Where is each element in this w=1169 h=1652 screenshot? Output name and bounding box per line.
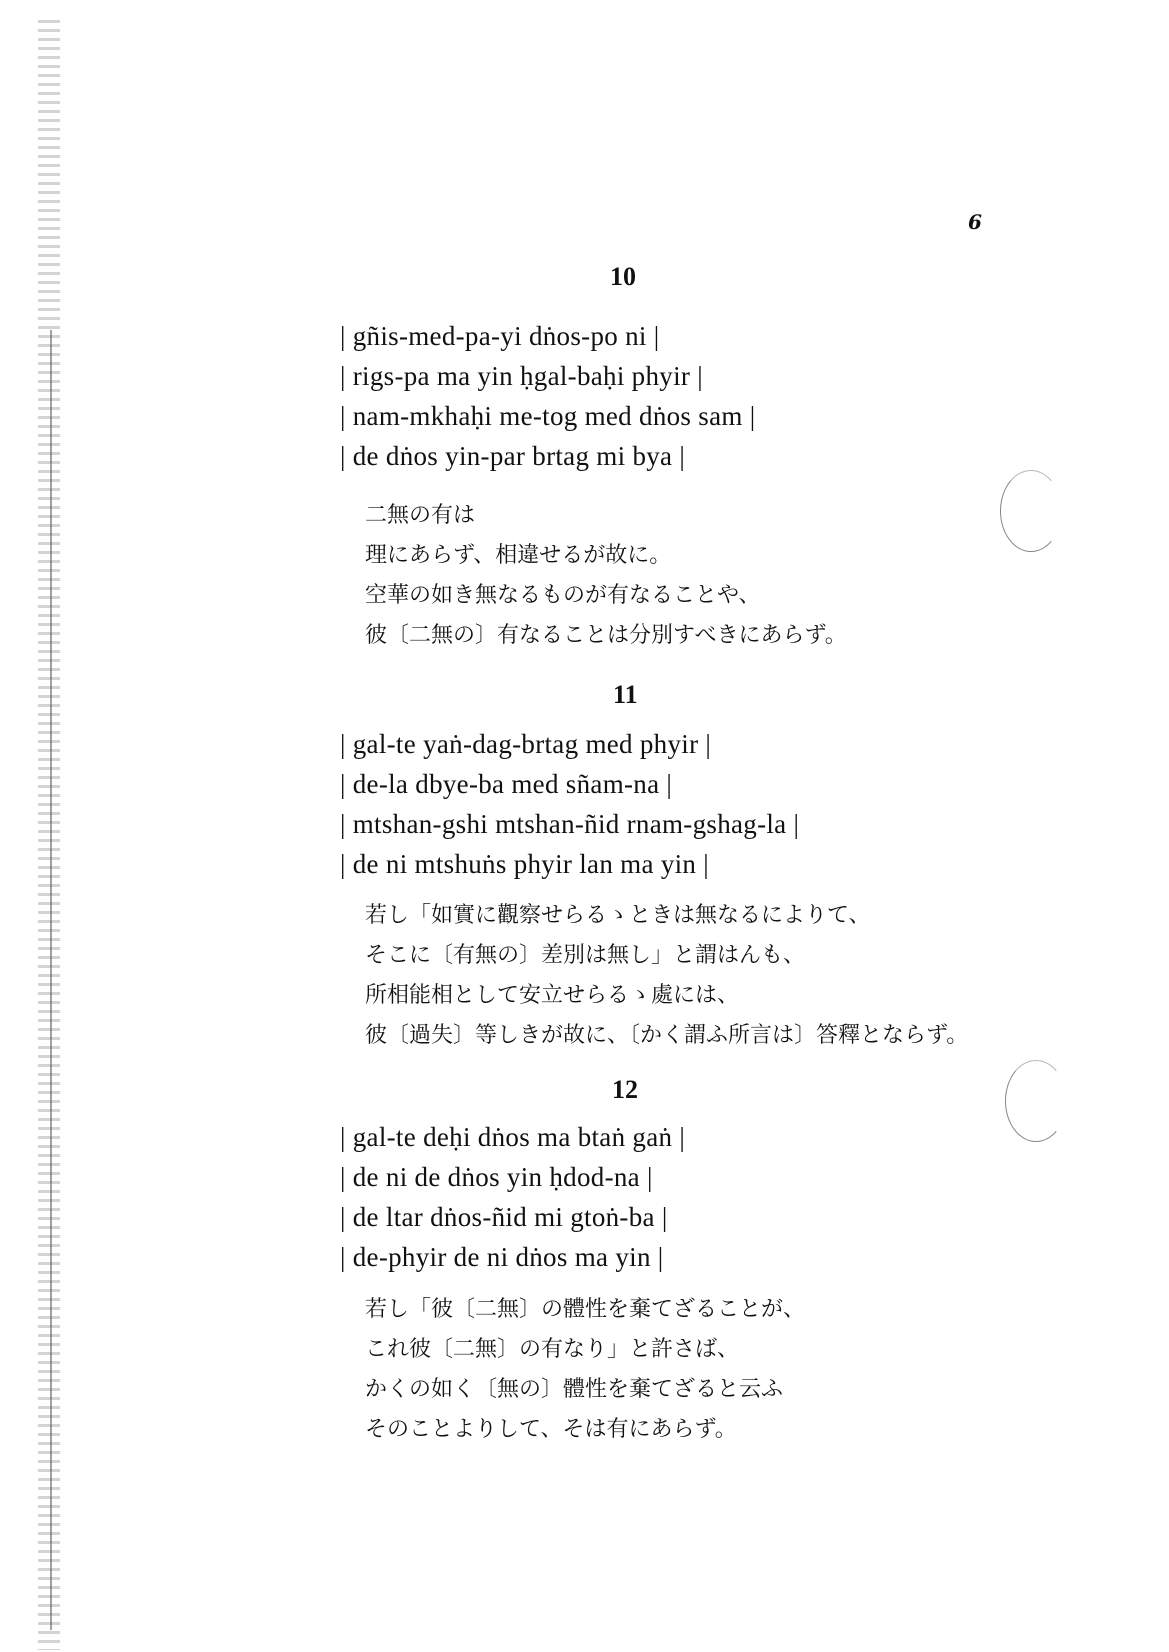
tibetan-line: | gal-te deḥi dṅos ma btaṅ gaṅ |	[340, 1122, 686, 1152]
japanese-line: 若し「彼〔二無〕の體性を棄てざることが、	[365, 1297, 806, 1322]
japanese-line: かくの如く〔無の〕體性を棄てざると云ふ	[365, 1377, 784, 1402]
binding-edge	[38, 20, 60, 1650]
japanese-translation-11	[365, 896, 968, 1056]
tibetan-verse-10	[340, 316, 755, 476]
japanese-line: 彼〔二無の〕有なることは分別すべきにあらず。	[365, 623, 847, 648]
japanese-line: 二無の有は	[365, 503, 476, 528]
japanese-translation-12	[365, 1290, 805, 1450]
japanese-line: 若し「如實に觀察せらるゝときは無なるによりて、	[365, 903, 871, 928]
japanese-line: これ彼〔二無〕の有なり」と許さば、	[365, 1337, 740, 1362]
tibetan-line: | rigs-pa ma yin ḥgal-baḥi phyir |	[340, 361, 703, 391]
tibetan-line: | nam-mkhaḥi me-tog med dṅos sam |	[340, 401, 756, 431]
tibetan-line: | de ni mtshuṅs phyir lan ma yin |	[340, 849, 709, 879]
page-number: 6	[968, 210, 982, 234]
stanza-number-11: 11	[613, 680, 638, 709]
binding-line	[50, 330, 52, 1630]
tibetan-line: | de-phyir de ni dṅos ma yin |	[340, 1242, 664, 1272]
tibetan-verse-11	[340, 724, 799, 884]
japanese-line: そのことよりして、そは有にあらず。	[365, 1417, 737, 1442]
tibetan-line: | de dṅos yin-par brtag mi bya |	[340, 441, 686, 471]
tibetan-line: | gñis-med-pa-yi dṅos-po ni |	[340, 321, 660, 351]
tibetan-line: | de ni de dṅos yin ḥdod-na |	[340, 1162, 653, 1192]
tibetan-line: | de-la dbye-ba med sñam-na |	[340, 769, 673, 799]
tibetan-line: | gal-te yaṅ-dag-brtag med phyir |	[340, 729, 712, 759]
japanese-line: そこに〔有無の〕差別は無し」と謂はんも、	[365, 943, 806, 968]
punch-hole-top	[1000, 470, 1062, 552]
tibetan-line: | mtshan-gshi mtshan-ñid rnam-gshag-la |	[340, 809, 800, 839]
stanza-number-10: 10	[610, 262, 636, 291]
punch-hole-bottom	[1005, 1060, 1067, 1142]
tibetan-line: | de ltar dṅos-ñid mi gtoṅ-ba |	[340, 1202, 668, 1232]
japanese-line: 空華の如き無なるものが有なることや、	[365, 583, 761, 608]
japanese-translation-10	[365, 496, 847, 656]
japanese-line: 所相能相として安立せらるゝ處には、	[365, 983, 740, 1008]
japanese-line: 理にあらず、相違せるが故に。	[365, 543, 672, 568]
japanese-line: 彼〔過失〕等しきが故に、〔かく謂ふ所言は〕答釋とならず。	[365, 1023, 969, 1048]
stanza-number-12: 12	[612, 1075, 638, 1104]
tibetan-verse-12	[340, 1117, 685, 1277]
